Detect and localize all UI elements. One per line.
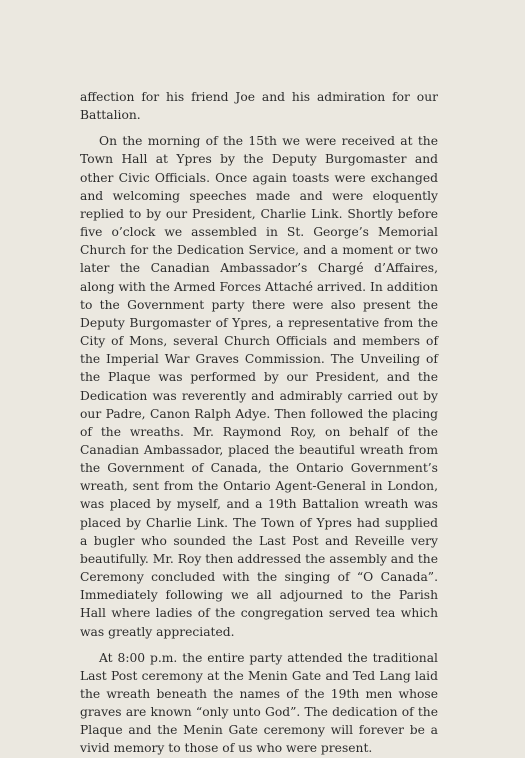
paragraph-continuation: affection for his friend Joe and his admiration for our Battalion. xyxy=(80,90,438,123)
paragraph-ypres-dedication: On the morning of the 15th we were received at the Town Hall at Ypres by the Deputy Burgomaster and other Civic Officials. Once again toasts were exchanged and welcoming speeches made and were eloquently replied to by our President, Charlie Link. Shortly before five o’clock we assembled in St. George’s Memorial Church for the Dedication Service, and a moment or two later the Canadian Ambassador’s Chargé d’Affaires, along with the Armed Forces Attaché arrived. In addition to the Government party there were also present the Deputy Burgomaster of Ypres, a representative from the City of Mons, several Church Officials and members of the Imperial War Graves Commission. The Unveiling of the Plaque was performed by our President, and the Dedication was reverently and admirably carried out by our Padre, Canon Ralph Adye. Then followed the placing of the wreaths. Mr. Raymond Roy, on behalf of the Canadian Ambassador, placed the beautiful wreath from the Government of Canada, the Ontario Government’s wreath, sent from the Ontario Agent-General in London, was placed by myself, and a 19th Battalion wreath was placed by Charlie Link. The Town of Ypres had supplied a bugler who sounded the Last Post and Reveille very beautifully. Mr. Roy then addressed the assembly and the Ceremony concluded with the singing of “O Canada”. Immediately following we all adjourned to the Parish Hall where ladies of the congregation served tea which was greatly appreciated. xyxy=(80,134,438,639)
body-text xyxy=(80,88,438,758)
paragraph-menin-gate: At 8:00 p.m. the entire party attended the traditional Last Post ceremony at the Menin Gate and Ted Lang laid the wreath beneath the names of the 19th men whose graves are known “only unto God”. The dedication of the Plaque and the Menin Gate ceremony will forever be a vivid memory to those of us who were present. xyxy=(80,650,438,756)
